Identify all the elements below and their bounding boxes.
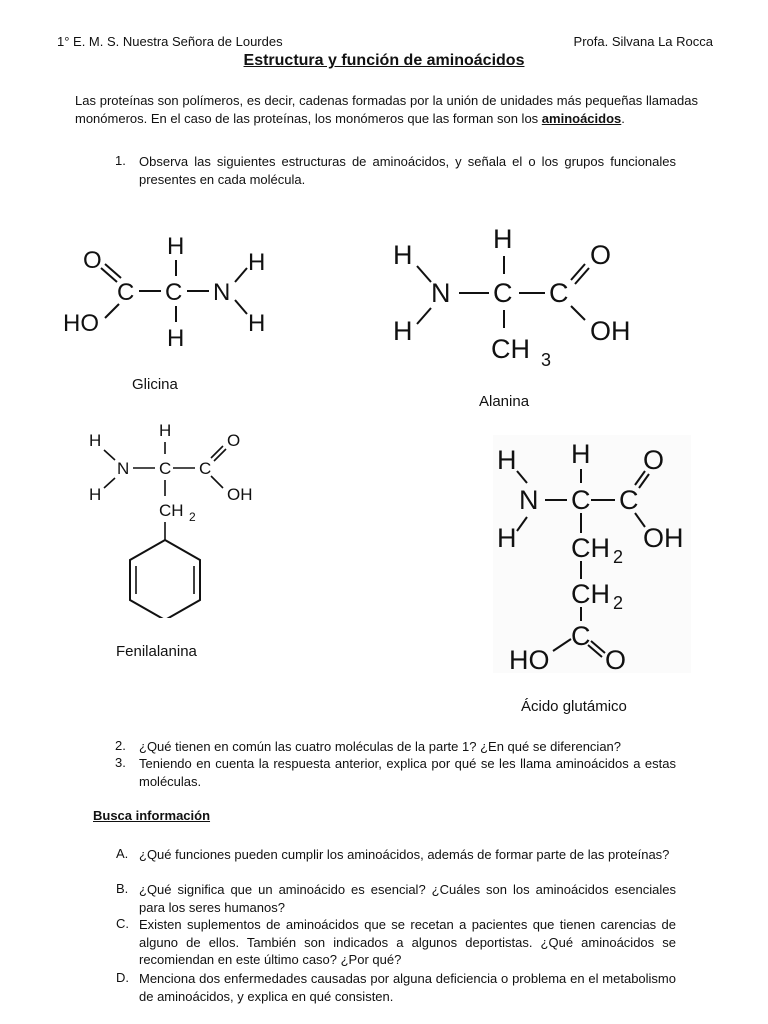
svg-text:O: O — [643, 445, 665, 475]
svg-text:H: H — [248, 249, 266, 276]
svg-text:CH: CH — [571, 579, 610, 609]
question-2-text: ¿Qué tienen en común las cuatro moléculas de la parte 1? ¿En qué se diferencian? — [139, 739, 622, 754]
item-c-text: Existen suplementos de aminoácidos que se recetan a pacientes que tienen carencias de alguno de ellos. También son indicados a algunos deportistas. ¿Qué aminoácidos se recomiendan en este último caso? ¿Por qué? — [139, 917, 676, 967]
svg-text:OH: OH — [590, 316, 631, 346]
item-c-letter: C. — [116, 916, 129, 931]
svg-text:H: H — [393, 240, 413, 270]
svg-text:HO: HO — [63, 310, 99, 337]
item-d-letter: D. — [116, 970, 129, 985]
svg-text:OH: OH — [227, 485, 253, 504]
item-d-text: Menciona dos enfermedades causadas por alguna deficiencia o problema en el metabolismo de aminoácidos, y explica en qué consisten. — [139, 971, 676, 1004]
svg-text:HO: HO — [509, 645, 550, 675]
question-3-number: 3. — [115, 755, 126, 770]
question-1-text: Observa las siguientes estructuras de aminoácidos, y señala el o los grupos funcionales presentes en cada molécula. — [139, 154, 676, 187]
item-a-letter: A. — [116, 846, 129, 861]
teacher-name: Profa. Silvana La Rocca — [573, 34, 713, 49]
svg-text:H: H — [497, 523, 517, 553]
fenilalanina-structure — [85, 418, 275, 618]
svg-text:CH: CH — [159, 501, 184, 520]
research-heading: Busca información — [93, 808, 211, 823]
svg-text:O: O — [227, 431, 241, 450]
item-b-text: ¿Qué significa que un aminoácido es esencial? ¿Cuáles son los aminoácidos esenciales para los seres humanos? — [139, 882, 676, 915]
svg-text:C: C — [165, 279, 183, 306]
page-title: Estructura y función de aminoácidos — [243, 52, 525, 69]
glicina-structure — [55, 230, 285, 350]
svg-text:H: H — [167, 233, 185, 260]
intro-text: Las proteínas son polímeros, es decir, cadenas formadas por la unión de unidades más pequeñas llamadas monómeros. En el caso de las proteínas, los monómeros que las forman son los — [75, 93, 698, 126]
fenilalanina-label: Fenilalanina — [116, 643, 197, 660]
svg-text:C: C — [549, 278, 569, 308]
svg-text:C: C — [159, 459, 172, 478]
svg-text:2: 2 — [189, 510, 196, 524]
svg-text:H: H — [167, 325, 185, 350]
glutamico-structure — [493, 435, 693, 675]
glicina-label: Glicina — [132, 376, 178, 393]
svg-text:H: H — [89, 431, 102, 450]
svg-text:H: H — [571, 439, 591, 469]
svg-text:H: H — [89, 485, 102, 504]
svg-text:N: N — [431, 278, 451, 308]
glutamico-label: Ácido glutámico — [521, 698, 627, 715]
svg-text:N: N — [213, 279, 231, 306]
svg-text:OH: OH — [643, 523, 684, 553]
svg-text:C: C — [571, 485, 591, 515]
svg-text:C: C — [619, 485, 639, 515]
school-name: 1° E. M. S. Nuestra Señora de Lourdes — [57, 34, 283, 49]
alanina-structure — [385, 220, 645, 375]
svg-text:H: H — [493, 224, 513, 254]
svg-text:C: C — [493, 278, 513, 308]
question-1-number: 1. — [115, 153, 126, 168]
item-b-letter: B. — [116, 881, 129, 896]
svg-text:3: 3 — [541, 350, 552, 370]
item-a-text: ¿Qué funciones pueden cumplir los aminoácidos, además de formar parte de las proteínas? — [139, 847, 670, 862]
svg-text:CH: CH — [571, 533, 610, 563]
svg-text:2: 2 — [613, 547, 624, 567]
svg-text:O: O — [83, 247, 102, 274]
intro-paragraph — [75, 92, 698, 127]
question-3-text: Teniendo en cuenta la respuesta anterior, explica por qué se les llama aminoácidos a estas moléculas. — [139, 756, 676, 789]
svg-text:H: H — [159, 421, 172, 440]
svg-text:H: H — [248, 310, 266, 337]
svg-text:O: O — [605, 645, 627, 675]
svg-text:C: C — [571, 621, 591, 651]
intro-emphasis: aminoácidos — [541, 110, 622, 126]
svg-text:CH: CH — [491, 334, 530, 364]
svg-text:H: H — [497, 445, 517, 475]
question-2-number: 2. — [115, 738, 126, 753]
svg-text:O: O — [590, 240, 612, 270]
svg-text:2: 2 — [613, 593, 624, 613]
svg-text:N: N — [519, 485, 539, 515]
svg-text:C: C — [117, 279, 135, 306]
svg-text:H: H — [393, 316, 413, 346]
intro-end: . — [621, 110, 625, 126]
svg-text:N: N — [117, 459, 130, 478]
alanina-label: Alanina — [479, 393, 530, 410]
svg-text:C: C — [199, 459, 212, 478]
